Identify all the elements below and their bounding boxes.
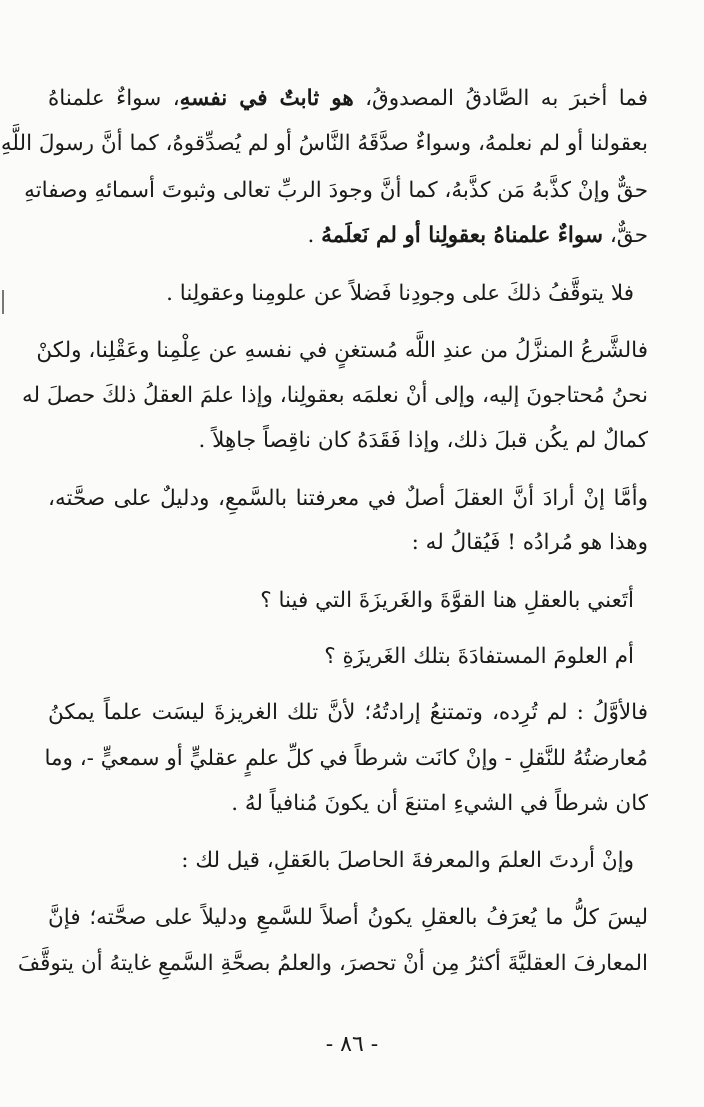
text-line-16: وإنْ أردتَ العلمَ والمعرفةَ الحاصلَ بالعَقلِ، قيل لك : <box>181 848 634 873</box>
text-line-9: وأمَّا إنْ أرادَ أنَّ العقلَ أصلٌ في معرفتنا بالسَّمعِ، ودليلٌ على صحَّته، <box>48 486 648 511</box>
text-line-11: أتَعني بالعقلِ هنا القوَّةَ والغَريزَةَ التي فينا ؟ <box>260 588 634 613</box>
text-line-18: المعارفَ العقليَّةَ أكثرُ مِن أنْ تحصرَ، والعلمُ بصحَّةِ السَّمعِ غايتهُ أن يتوقَّفَ <box>17 951 648 976</box>
text-line-10: وهذا هو مُرادُه ! فَيُقالُ له : <box>411 530 648 555</box>
text-line-7: نحنُ مُحتاجونَ إليه، وإلى أنْ نعلمَه بعقولِنا، وإذا علمَ العقلُ ذلكَ حصلَ له <box>22 383 648 408</box>
text-line-15: كان شرطاً في الشيءِ امتنعَ أن يكونَ مُنافياً لهُ . <box>231 791 648 816</box>
text-line-5: فلا يتوقَّفُ ذلكَ على وجودِنا فَضلاً عن علومِنا وعقولِنا . <box>166 281 634 306</box>
text-line-3: حقٌّ وإنْ كذَّبهُ مَن كذَّبهُ، كما أنَّ وجودَ الربِّ تعالى وثبوتَ أسمائهِ وصفاتهِ <box>24 178 648 203</box>
text-line-12: أم العلومَ المستفادَةَ بتلك الغَريزَةِ ؟ <box>324 644 634 669</box>
text-line-13: فالأوَّلُ : لم تُرِده، وتمتنعُ إرادتُهُ؛ لأنَّ تلك الغريزةَ ليسَت علماً يمكنُ <box>48 700 648 725</box>
text-line-17: ليسَ كلُّ ما يُعرَفُ بالعقلِ يكونُ أصلاً للسَّمعِ ودليلاً على صحَّته؛ فإنَّ <box>48 905 649 930</box>
text-line-6: فالشَّرعُ المنزَّلُ من عندِ اللَّه مُستغنٍ في نفسهِ عن عِلْمِنا وعَقْلِنا، ولكنْ <box>36 338 648 363</box>
text-line-1: فما أخبرَ به الصَّادقُ المصدوقُ، هو ثابتٌ في نفسهِ، سواءٌ علمناهُ <box>48 86 648 111</box>
text-line-8: كمالٌ لم يكُن قبلَ ذلك، وإذا فَقَدَهُ كان ناقِصاً جاهِلاً . <box>198 428 648 453</box>
text-line-14: مُعارضتُهُ للنَّقلِ - وإنْ كانَت شرطاً في كلِّ علمٍ عقليٍّ أو سمعيٍّ -، وما <box>44 746 648 771</box>
text-line-2: بعقولنا أو لم نعلمهُ، وسواءٌ صدَّقَهُ النَّاسُ أو لم يُصدِّقوهُ، كما أنَّ رسولَ اللَّهِ <box>0 131 648 156</box>
page-number: - ٨٦ - <box>325 1032 379 1057</box>
page-edge-mark <box>2 290 4 314</box>
text-line-4: حقٌّ، سواءٌ علمناهُ بعقولِنا أو لم نَعلَمهُ . <box>307 223 648 248</box>
